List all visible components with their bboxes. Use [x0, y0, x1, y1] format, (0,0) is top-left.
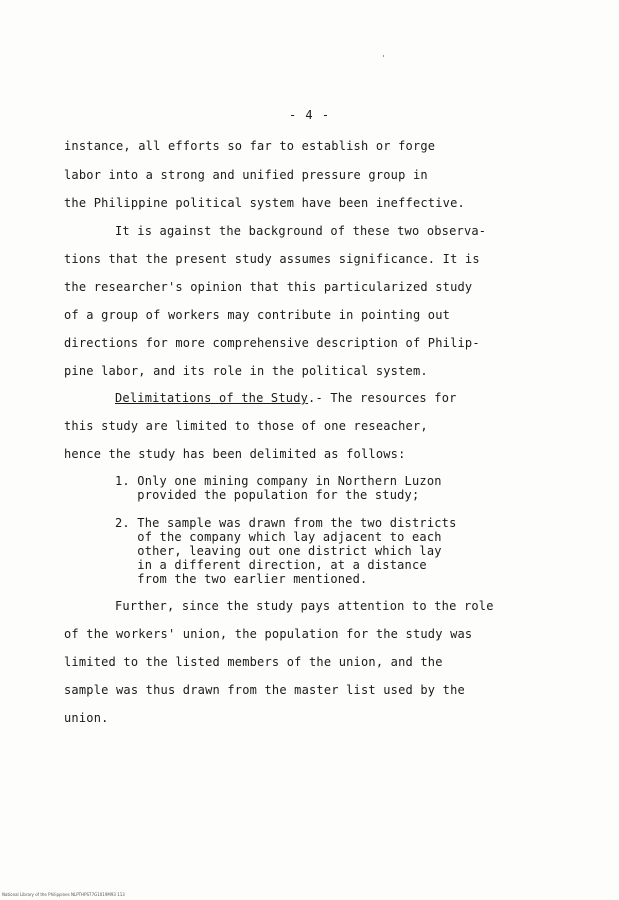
- paragraph-2-line-1: It is against the background of these two observa-: [115, 224, 487, 238]
- paragraph-3-line-1: Further, since the study pays attention to the role: [115, 599, 494, 613]
- scan-speck: [383, 55, 384, 57]
- list-item-2-line-4: in a different direction, at a distance: [115, 558, 427, 572]
- list-item-1-line-2: provided the population for the study;: [115, 488, 420, 502]
- delimitations-heading: Delimitations of the Study: [115, 391, 309, 405]
- paragraph-1-line-3: the Philippine political system have been ineffective.: [64, 196, 465, 210]
- paragraph-2-line-6: pine labor, and its role in the political system.: [64, 364, 428, 378]
- paragraph-3-line-5: union.: [64, 711, 109, 725]
- delimitations-line-2: hence the study has been delimited as follows:: [64, 447, 406, 461]
- paragraph-2-line-2: tions that the present study assumes significance. It is: [64, 252, 480, 266]
- paragraph-3-line-3: limited to the listed members of the union, and the: [64, 655, 443, 669]
- paragraph-2-line-4: of a group of workers may contribute in pointing out: [64, 308, 451, 322]
- list-item-1-line-1: 1. Only one mining company in Northern Luzon: [115, 474, 442, 488]
- delimitations-line-1: this study are limited to those of one reseacher,: [64, 419, 428, 433]
- list-item-2-line-3: other, leaving out one district which lay: [115, 544, 442, 558]
- archive-footer: National Library of the Philippines NLPTHPS77G1019M93 113: [2, 892, 125, 897]
- page-number: - 4 -: [288, 108, 331, 122]
- paragraph-3-line-4: sample was thus drawn from the master list used by the: [64, 683, 465, 697]
- paragraph-3-line-2: of the workers' union, the population for the study was: [64, 627, 473, 641]
- paragraph-2-line-5: directions for more comprehensive description of Philip-: [64, 336, 480, 350]
- list-item-2-line-1: 2. The sample was drawn from the two districts: [115, 516, 457, 530]
- list-item-2-line-2: of the company which lay adjacent to each: [115, 530, 442, 544]
- delimitations-heading-line: [115, 391, 457, 405]
- list-item-2-line-5: from the two earlier mentioned.: [115, 572, 368, 586]
- paragraph-1-line-1: instance, all efforts so far to establish or forge: [64, 139, 436, 153]
- paragraph-2-line-3: the researcher's opinion that this particularized study: [64, 280, 473, 294]
- delimitations-heading-rest: .- The resources for: [308, 391, 457, 405]
- paragraph-1-line-2: labor into a strong and unified pressure group in: [64, 168, 428, 182]
